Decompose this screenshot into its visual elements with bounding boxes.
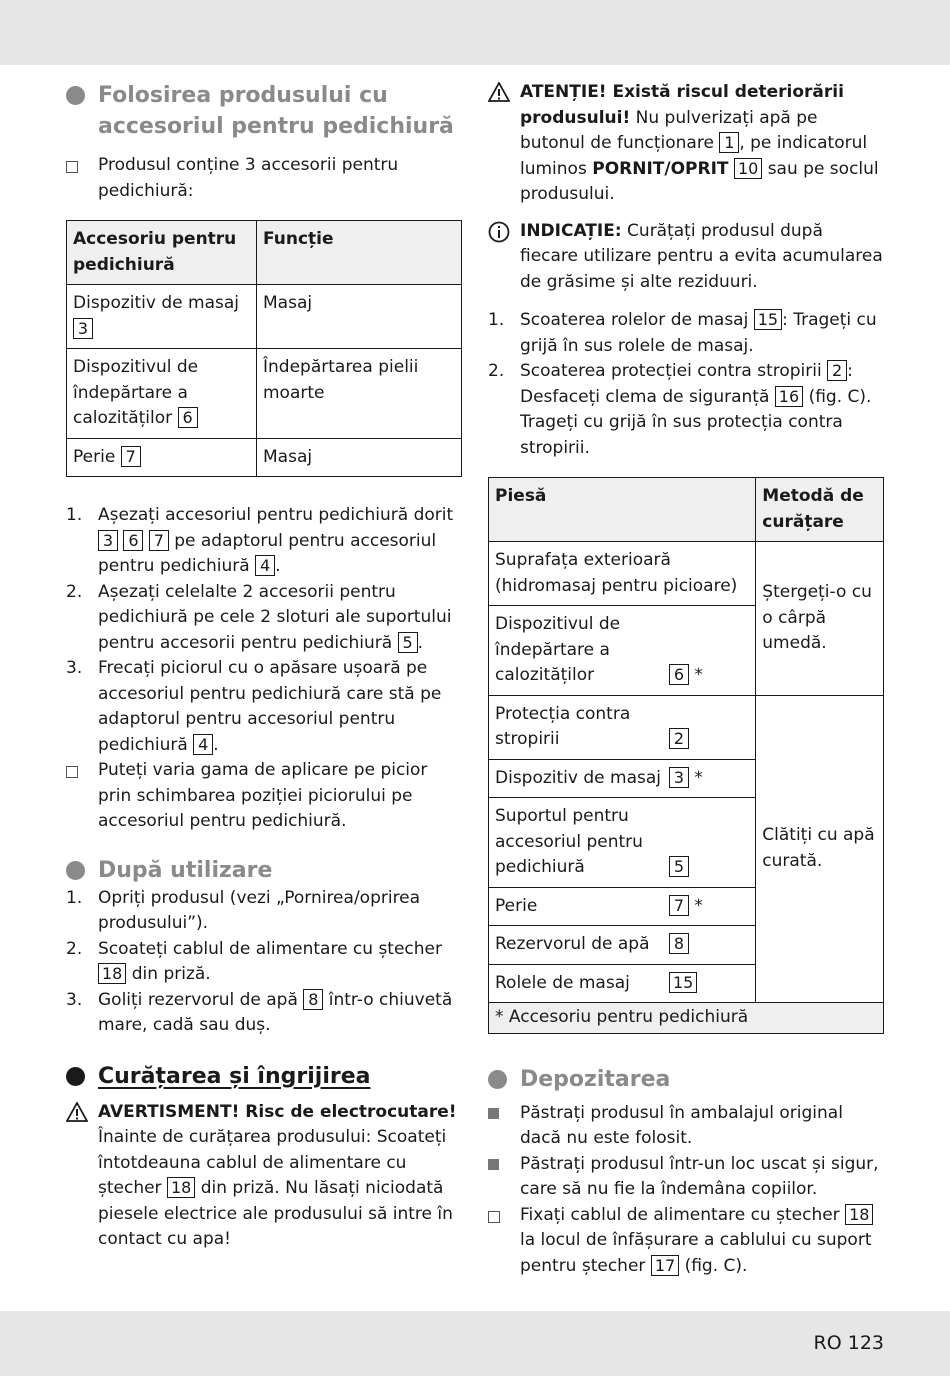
section-title-after-use: După utilizare — [66, 855, 462, 886]
table-row: Protecția contra stropirii 2 Clătiți cu apă curată. — [489, 695, 884, 759]
section-bullet-icon — [66, 1067, 85, 1086]
page-number: RO 123 — [813, 1332, 884, 1354]
right-column — [488, 80, 884, 1279]
list-item: 1. Așezați accesoriul pentru pedichiură dorit 3 6 7 pe adaptorul pentru accesoriul pentru pedichiură 4 . — [66, 505, 454, 576]
section-bullet-icon — [488, 1070, 507, 1089]
list-item: Păstrați produsul în ambalajul original dacă nu este folosit. — [488, 1101, 884, 1152]
table-row: Dispozitivul de îndepărtare a calozităților 6 Îndepărtarea pielii moarte — [67, 349, 462, 439]
table-row: Dispozitivul de îndepărtare a calozităților 6 * — [489, 606, 884, 696]
warning-triangle-icon — [66, 1102, 88, 1131]
table-footnote-row: * Accesoriu pentru pedichiură — [489, 1003, 884, 1034]
table-header: Accesoriu pentru pedichiură — [67, 221, 257, 285]
table-row: Perie 7 Masaj — [67, 438, 462, 477]
top-band — [0, 0, 950, 65]
note-item: Produsul conține 3 accesorii pentru pedichiură: — [66, 153, 462, 204]
table-row: Suportul pentru accesoriul pentru pedichiură 5 — [489, 798, 884, 888]
info-icon — [488, 221, 510, 252]
list-item: 3. Goliți rezervorul de apă 8 într-o chiuvetă mare, cadă sau duș. — [66, 989, 453, 1035]
table-row: Perie 7 * — [489, 887, 884, 926]
list-item: 1. Scoaterea rolelor de masaj 15 : Trageți cu grijă în sus rolele de masaj. — [488, 310, 877, 356]
tip-item: Puteți varia gama de aplicare pe picior prin schimbarea poziției piciorului pe accesoriul pentru pedichiură. — [66, 758, 462, 835]
section-title-cleaning: Curățarea și îngrijirea — [66, 1061, 462, 1092]
method-cell: Clătiți cu apă curată. — [756, 695, 884, 1003]
section-title-storage: Depozitarea — [488, 1064, 884, 1095]
table-row: Rolele de masaj 15 — [489, 964, 884, 1003]
list-item: 2. Scoateți cablul de alimentare cu ștecher 18 din priză. — [66, 938, 443, 984]
filled-square-icon — [488, 1108, 499, 1119]
accessories-table — [66, 220, 462, 477]
bottom-band — [0, 1311, 950, 1376]
table-row: Rezervorul de apă 8 — [489, 926, 884, 965]
section-title-pedicure: Folosirea produsului cu accesoriul pentru pedichiură — [66, 80, 462, 142]
electric-warning: AVERTISMENT! Risc de electrocutare! Înainte de curățarea produsului: Scoateți întotdeauna cablul de alimentare cu ștecher 18 din priză. Nu lăsați niciodată piesele electrice ale produsului să intre în contact cu apa! — [66, 1100, 462, 1253]
left-column — [66, 80, 462, 1253]
list-item: Păstrați produsul într-un loc uscat și sigur, care să nu fie la îndemâna copiilor. — [488, 1152, 884, 1203]
section-bullet-icon — [66, 861, 85, 880]
attention-warning: ATENȚIE! Există riscul deteriorării produsului! Nu pulverizați apă pe butonul de funcționare 1 , pe indicatorul luminos PORNIT/OPRIT 10 sau pe soclul produsului. — [488, 80, 884, 208]
note-square-icon — [488, 1211, 500, 1223]
method-cell: Ștergeți-o cu o cârpă umedă. — [756, 542, 884, 696]
warning-triangle-icon — [488, 82, 510, 111]
table-header: Funcție — [257, 221, 462, 285]
filled-square-icon — [488, 1159, 499, 1170]
table-row: Suprafața exterioară (hidromasaj pentru picioare) Ștergeți-o cu o cârpă umedă. — [489, 542, 884, 606]
list-item: Fixați cablul de alimentare cu ștecher 18 la locul de înfășurare a cablului cu suport pentru ștecher 17 (fig. C). — [488, 1203, 884, 1280]
note-square-icon — [66, 766, 78, 778]
table-row: Dispozitiv de masaj 3 Masaj — [67, 285, 462, 349]
table-header: Metodă de curățare — [756, 478, 884, 542]
section-bullet-icon — [66, 86, 85, 105]
hint-note: INDICAȚIE: Curățați produsul după fiecare utilizare pentru a evita acumularea de grăsime și alte reziduuri. — [488, 219, 884, 296]
list-item: 2. Scoaterea protecției contra stropirii 2 : Desfaceți clema de siguranță 16 (fig. C). Trageți cu grijă în sus protecția contra stropirii. — [488, 361, 872, 458]
table-header: Piesă — [489, 478, 756, 542]
list-item: 1. Opriți produsul (vezi „Pornirea/oprirea produsului”). — [66, 887, 421, 933]
list-item: 3. Frecați piciorul cu o apăsare ușoară pe accesoriul pentru pedichiură care stă pe adaptorul pentru accesoriul pentru pedichiură 4 . — [66, 658, 442, 755]
list-item: 2. Așezați celelalte 2 accesorii pentru pedichiură pe cele 2 sloturi ale suportului pentru accesorii pentru pedichiură 5 . — [66, 581, 452, 653]
note-square-icon — [66, 161, 78, 173]
cleaning-table — [488, 477, 884, 1034]
table-row: Dispozitiv de masaj 3 * — [489, 759, 884, 798]
